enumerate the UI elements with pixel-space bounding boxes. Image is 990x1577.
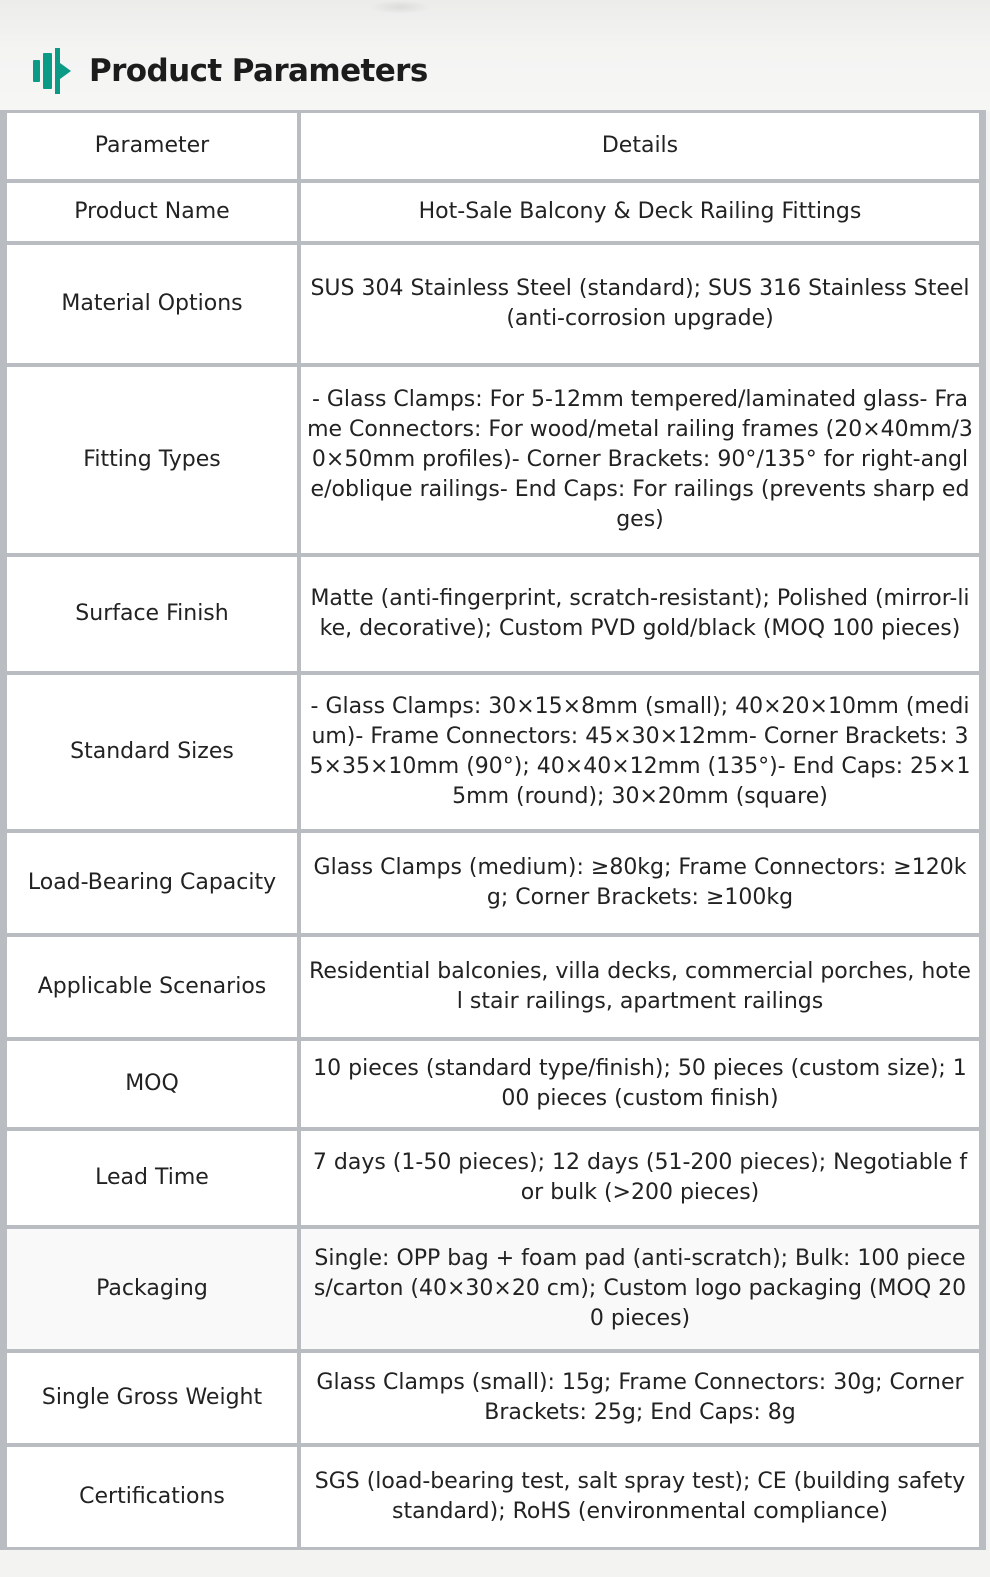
table-row [7,1131,979,1225]
row-details: Glass Clamps (small): 15g; Frame Connectors: 30g; Corner Brackets: 25g; End Caps: 8g [301,1353,979,1443]
section-header [33,48,428,94]
parameters-table [0,110,986,1550]
table-row [7,367,979,553]
row-details: SGS (load-bearing test, salt spray test); CE (building safety standard); RoHS (environmental compliance) [301,1447,979,1547]
row-label: Fitting Types [7,367,297,553]
row-details: Glass Clamps (medium): ≥80kg; Frame Connectors: ≥120kg; Corner Brackets: ≥100kg [301,833,979,933]
row-label: MOQ [7,1041,297,1127]
row-label: Packaging [7,1229,297,1349]
table-row [7,833,979,933]
row-details: 10 pieces (standard type/finish); 50 pieces (custom size); 100 pieces (custom finish) [301,1041,979,1127]
row-details: - Glass Clamps: 30×15×8mm (small); 40×20×10mm (medium)- Frame Connectors: 45×30×12mm- Corner Brackets: 35×35×10mm (90°); 40×40×12mm (135°)- End Caps: 25×15mm (round); 30×20mm (square) [301,675,979,829]
row-label: Certifications [7,1447,297,1547]
row-label: Surface Finish [7,557,297,671]
row-label: Standard Sizes [7,675,297,829]
column-header-details: Details [301,113,979,179]
row-details: Single: OPP bag + foam pad (anti-scratch); Bulk: 100 pieces/carton (40×30×20 cm); Custom logo packaging (MOQ 200 pieces) [301,1229,979,1349]
row-label: Load-Bearing Capacity [7,833,297,933]
brand-mark-icon [33,48,73,94]
background-streak [370,0,430,14]
row-label: Material Options [7,245,297,363]
table-row [7,1447,979,1547]
row-details: SUS 304 Stainless Steel (standard); SUS 316 Stainless Steel (anti-corrosion upgrade) [301,245,979,363]
table-row [7,937,979,1037]
table-row [7,183,979,241]
row-details: Residential balconies, villa decks, commercial porches, hotel stair railings, apartment railings [301,937,979,1037]
row-details: - Glass Clamps: For 5-12mm tempered/laminated glass- Frame Connectors: For wood/metal railing frames (20×40mm/30×50mm profiles)- Corner Brackets: 90°/135° for right-angle/oblique railings- End Caps: For railings (prevents sharp edges) [301,367,979,553]
table-row [7,1041,979,1127]
table-row [7,1353,979,1443]
table-row [7,675,979,829]
table-row [7,1229,979,1349]
table-row [7,245,979,363]
row-label: Applicable Scenarios [7,937,297,1037]
column-header-parameter: Parameter [7,113,297,179]
row-label: Single Gross Weight [7,1353,297,1443]
row-details: 7 days (1-50 pieces); 12 days (51-200 pieces); Negotiable for bulk (>200 pieces) [301,1131,979,1225]
row-label: Product Name [7,183,297,241]
row-details: Hot-Sale Balcony & Deck Railing Fittings [301,183,979,241]
table-row [7,557,979,671]
row-details: Matte (anti-fingerprint, scratch-resistant); Polished (mirror-like, decorative); Custom PVD gold/black (MOQ 100 pieces) [301,557,979,671]
row-label: Lead Time [7,1131,297,1225]
table-header-row [7,113,979,179]
page-title: Product Parameters [89,53,428,89]
